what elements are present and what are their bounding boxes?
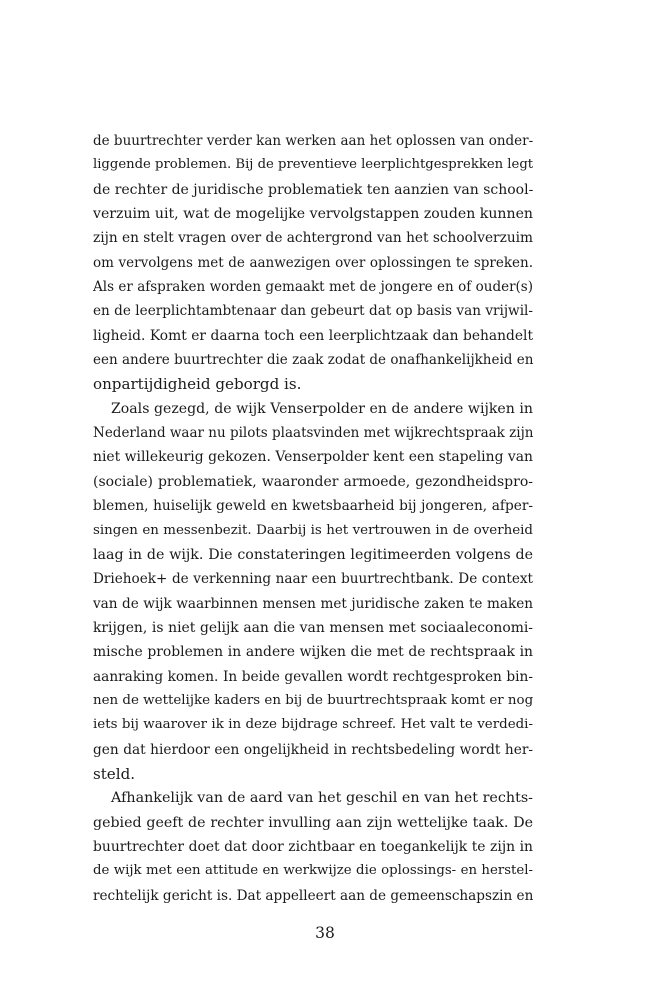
- text-line: gen dat hierdoor een ongelijkheid in rechtsbedeling wordt her-: [93, 741, 533, 758]
- text-line: niet willekeurig gekozen. Venserpolder kent een stapeling van: [93, 449, 533, 466]
- text-line: zijn en stelt vragen over de achtergrond van het schoolverzuim: [93, 230, 533, 247]
- text-line: Driehoek+ de verkenning naar een buurtrechtbank. De context: [93, 571, 533, 588]
- text-line: de rechter de juridische problematiek ten aanzien van school-: [93, 181, 534, 198]
- text-line: onpartijdigheid geborgd is.: [93, 375, 302, 394]
- text-line: gebied geeft de rechter invulling aan zijn wettelijke taak. De: [93, 814, 533, 831]
- text-line: de buurtrechter verder kan werken aan het oplossen van onder-: [93, 133, 534, 149]
- text-line: (sociale) problematiek, waaronder armoede, gezondheidspro-: [93, 473, 533, 490]
- text-line: Als er afspraken worden gemaakt met de jongere en of ouder(s): [93, 279, 533, 296]
- text-line: krijgen, is niet gelijk aan die van mensen met sociaaleconomi-: [93, 619, 533, 636]
- body-text: [93, 129, 533, 908]
- text-line: Zoals gezegd, de wijk Venserpolder en de andere wijken in: [111, 400, 533, 417]
- text-line: steld.: [93, 764, 136, 783]
- text-line: ligheid. Komt er daarna toch een leerplichtzaak dan behandelt: [93, 327, 533, 344]
- text-line: Nederland waar nu pilots plaatsvinden met wijkrechtspraak zijn: [93, 425, 534, 442]
- text-line: verzuim uit, wat de mogelijke vervolgstappen zouden kunnen: [93, 206, 533, 223]
- text-line: laag in de wijk. Die constateringen legitimeerden volgens de: [93, 546, 533, 563]
- text-line: mische problemen in andere wijken die met de rechtspraak in: [93, 644, 533, 661]
- text-line: blemen, huiselijk geweld en kwetsbaarheid bij jongeren, afper-: [93, 498, 533, 515]
- text-line: singen en messenbezit. Daarbij is het vertrouwen in de overheid: [93, 522, 533, 538]
- page-number: 38: [315, 924, 335, 942]
- text-line: aanraking komen. In beide gevallen wordt rechtgesproken bin-: [93, 668, 533, 685]
- text-line: en de leerplichtambtenaar dan gebeurt dat op basis van vrijwil-: [93, 303, 533, 320]
- text-line: nen de wettelijke kaders en bij de buurtrechtspraak komt er nog: [93, 692, 534, 708]
- text-line: de wijk met een attitude en werkwijze die oplossings- en herstel-: [93, 863, 533, 879]
- text-line: van de wijk waarbinnen mensen met juridische zaken te maken: [93, 595, 533, 612]
- text-line: liggende problemen. Bij de preventieve leerplichtgesprekken legt: [93, 157, 534, 173]
- text-line: om vervolgens met de aanwezigen over oplossingen te spreken.: [93, 254, 533, 271]
- text-line: een andere buurtrechter die zaak zodat de onafhankelijkheid en: [93, 352, 534, 369]
- text-line: rechtelijk gericht is. Dat appelleert aan de gemeenschapszin en: [93, 887, 534, 904]
- text-line: Afhankelijk van de aard van het geschil en van het rechts-: [111, 790, 533, 807]
- text-line: iets bij waarover ik in deze bijdrage schreef. Het valt te verdedi-: [93, 717, 533, 733]
- text-line: buurtrechter doet dat door zichtbaar en toegankelijk te zijn in: [93, 838, 533, 855]
